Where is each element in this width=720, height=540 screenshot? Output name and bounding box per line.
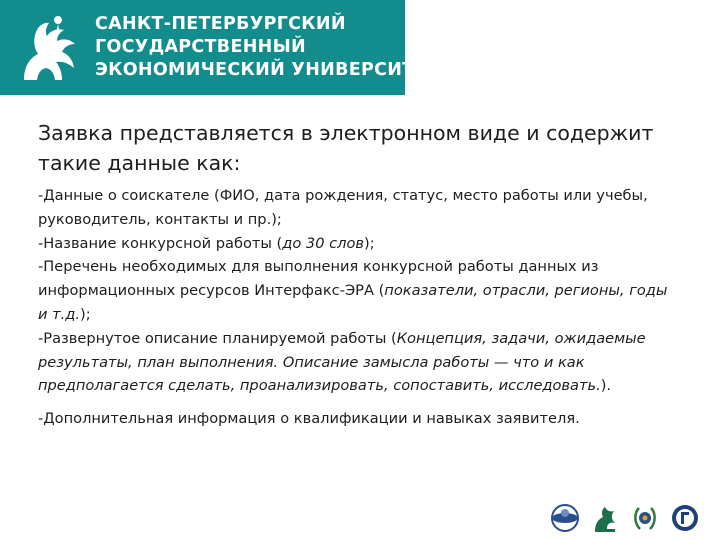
- list-item-text: -Данные о соискателе (ФИО, дата рождения, статус, место работы или учебы, руководитель, контакты и пр.);: [38, 187, 648, 228]
- list-item-text-end: );: [80, 305, 91, 323]
- university-name-line-2: ГОСУДАРСТВЕННЫЙ: [95, 37, 306, 57]
- requirements-list: [38, 184, 678, 431]
- list-item-text-end: ).: [600, 377, 612, 395]
- griffin-icon: [18, 14, 82, 82]
- griffin-small-logo: [590, 503, 620, 533]
- slide-title: Заявка представляется в электронном виде и содержит такие данные как:: [38, 121, 654, 175]
- circle-mark-logo: [670, 503, 700, 533]
- slide-content: [38, 118, 678, 431]
- wreath-logo: [630, 503, 660, 533]
- emblem-logo: [550, 503, 580, 533]
- list-item-text: -Перечень необходимых для выполнения конкурсной работы данных из информационных ресурсов Интерфакс-ЭРА (: [38, 258, 599, 300]
- list-item: [38, 232, 678, 256]
- list-item-italic: Концепция, задачи, ожидаемые результаты, план выполнения. Описание замысла работы — что и как предполагается сделать, проанализировать, сопоставить, исследовать.: [38, 329, 646, 395]
- list-item-text: -Развернутое описание планируемой работы (: [38, 329, 397, 347]
- list-item: [38, 184, 678, 232]
- list-item-text-end: );: [364, 234, 375, 252]
- partner-logos: [550, 498, 700, 538]
- list-item: [38, 255, 678, 326]
- list-item-italic: до 30 слов: [282, 234, 364, 252]
- list-item-text: -Название конкурсной работы (: [38, 234, 283, 252]
- list-item: [38, 407, 678, 431]
- list-item: [38, 327, 678, 398]
- university-name: [95, 13, 439, 82]
- university-name-line-3: ЭКОНОМИЧЕСКИЙ УНИВЕРСИТЕТ: [95, 60, 439, 80]
- list-item-italic: показатели, отрасли, регионы, годы и т.д.: [38, 282, 668, 323]
- university-name-line-1: САНКТ-ПЕТЕРБУРГСКИЙ: [95, 14, 346, 34]
- header-banner: [0, 0, 439, 95]
- list-item-text: -Дополнительная информация о квалификации и навыках заявителя.: [38, 410, 580, 428]
